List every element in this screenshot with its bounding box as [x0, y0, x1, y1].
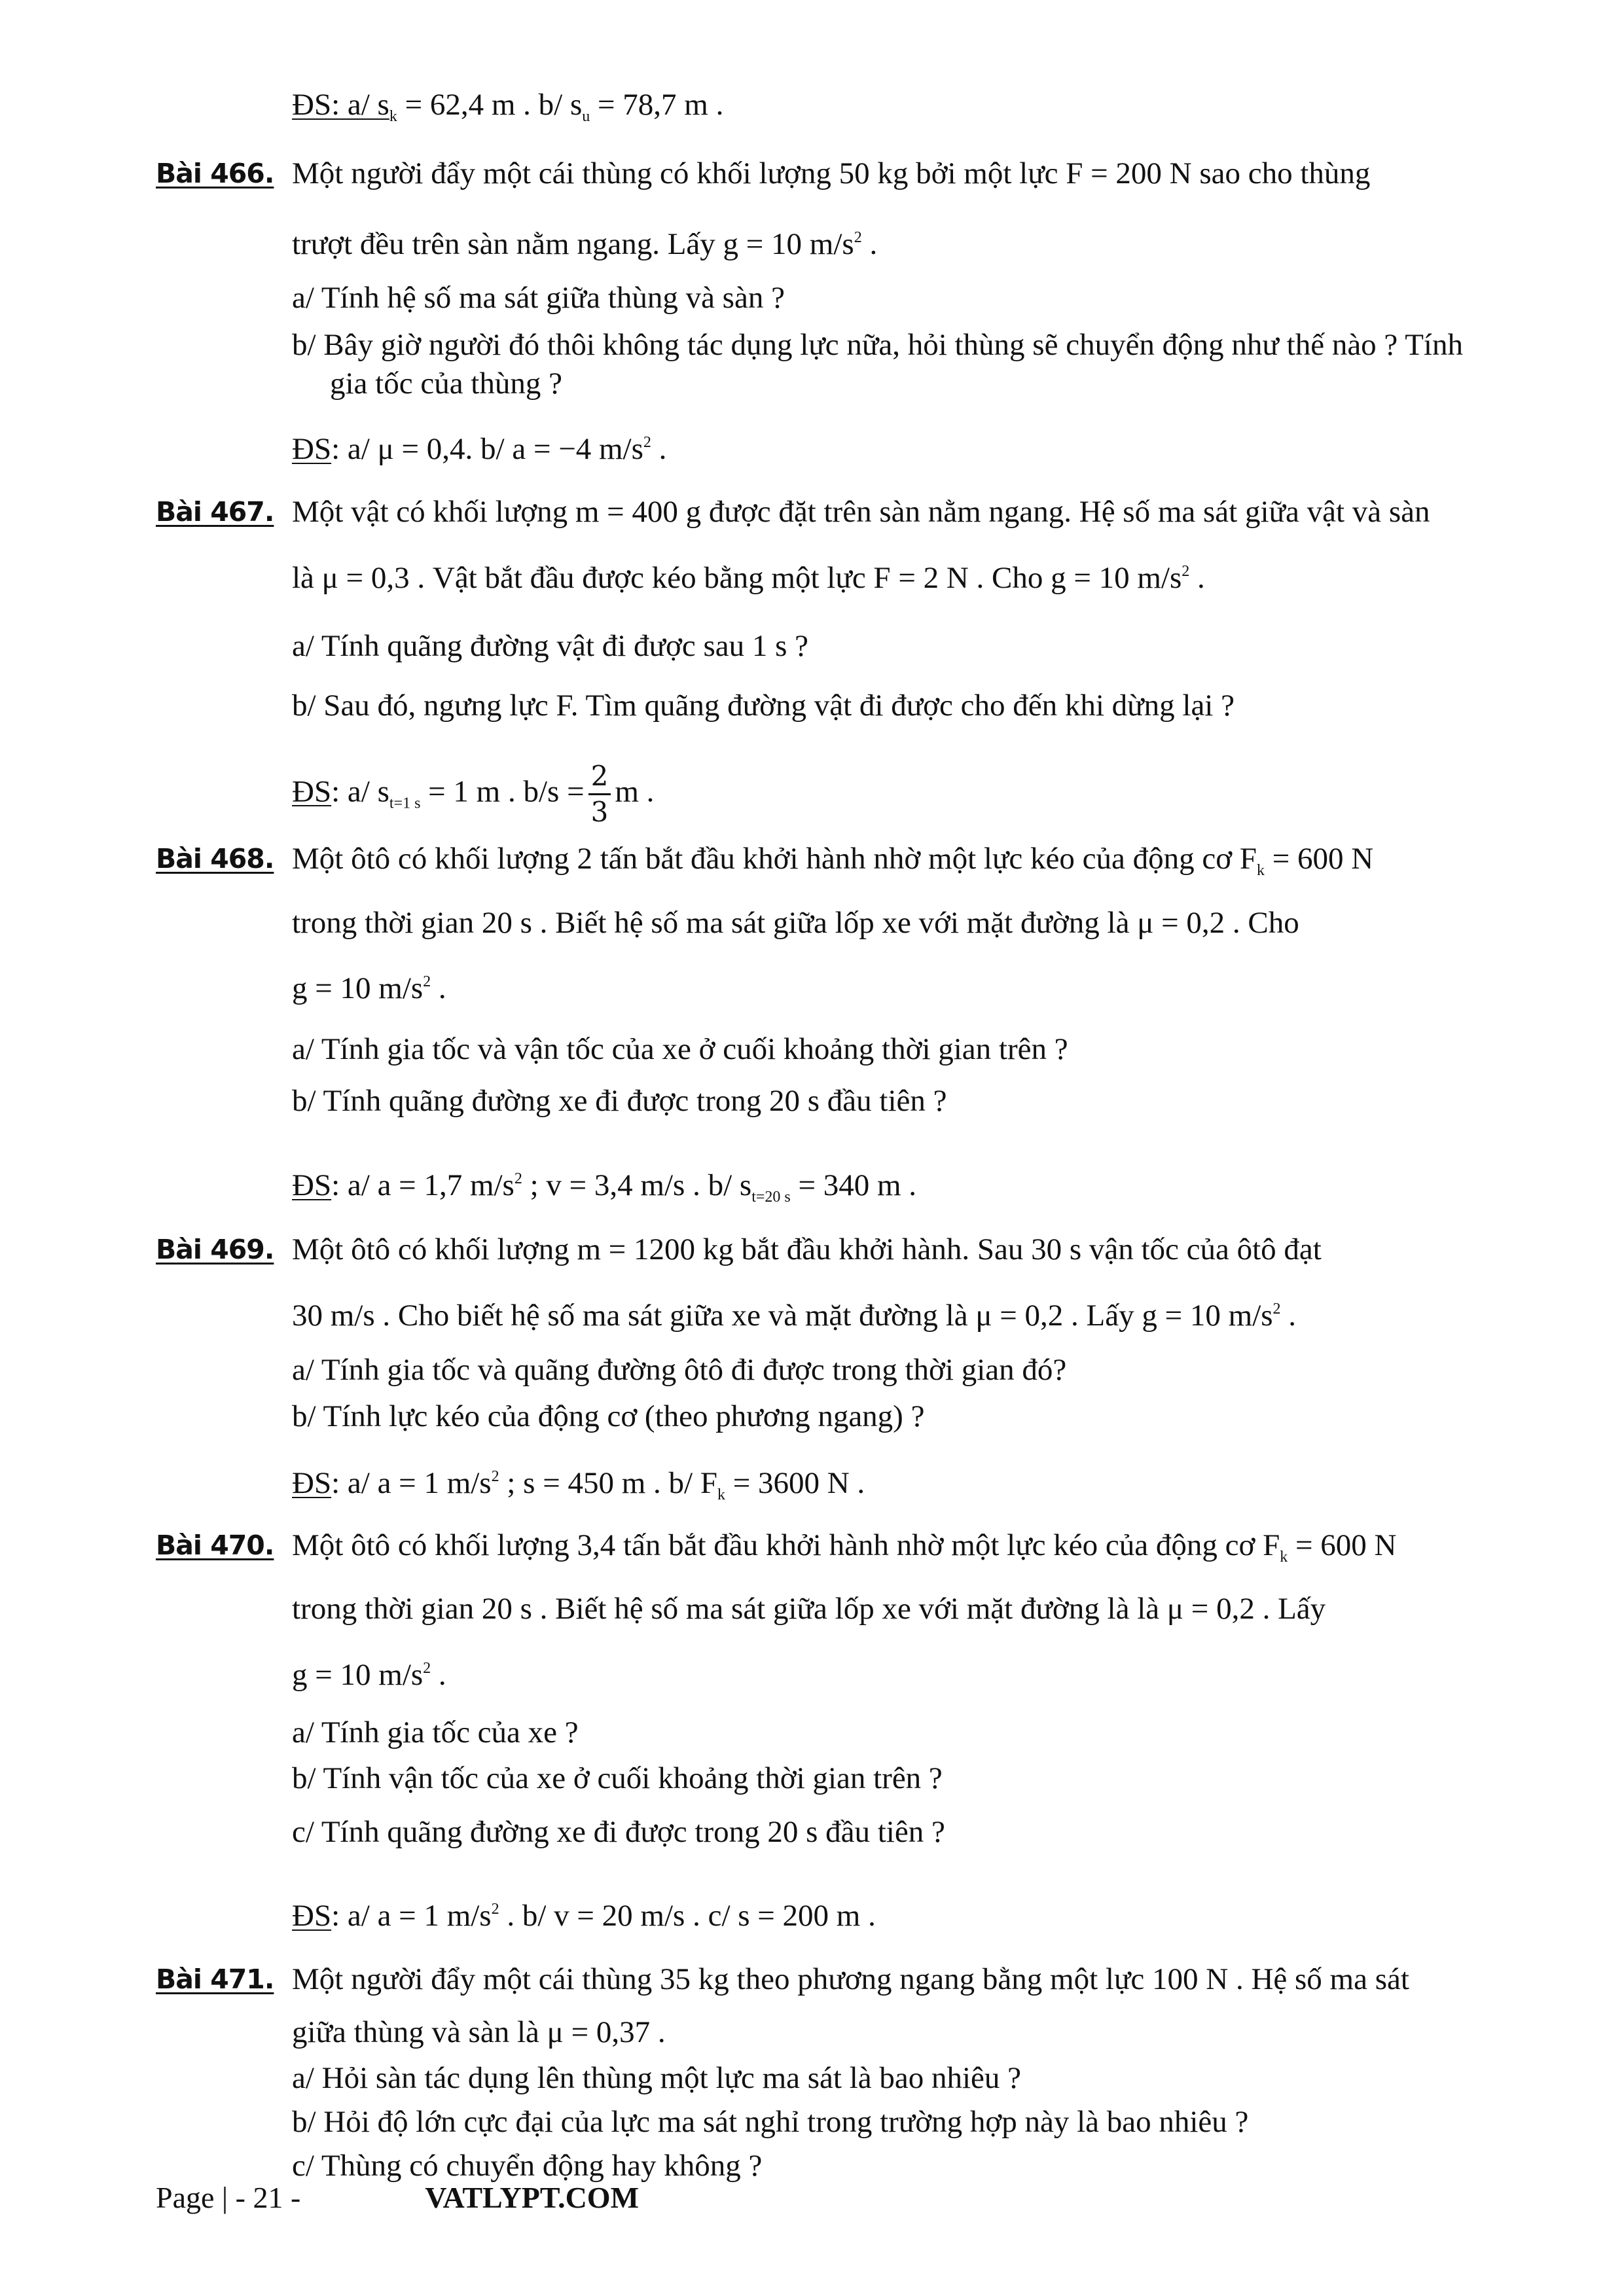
answer-label: ĐS: [292, 1168, 332, 1202]
page-number: Page | - 21 -: [156, 2181, 301, 2214]
answer-text: : a/ a = 1 m/s: [331, 1466, 492, 1500]
superscript: 2: [1272, 1300, 1281, 1318]
superscript: 2: [643, 434, 651, 451]
subscript: k: [389, 108, 397, 125]
problem-467-line-2: [292, 552, 1205, 598]
problem-470-answer: [292, 1890, 876, 1935]
subscript: u: [582, 108, 590, 125]
answer-text: : a/ μ = 0,4. b/ a = −4 m/s: [331, 432, 643, 466]
superscript: 2: [491, 1901, 499, 1918]
text: = 600 N: [1264, 842, 1374, 876]
answer-text: : a/ a = 1,7 m/s: [331, 1168, 514, 1202]
answer-text: = 3600 N .: [725, 1466, 865, 1500]
problem-469-question-a: a/ Tính gia tốc và quãng đường ôtô đi được trong thời gian đó?: [292, 1353, 1067, 1387]
text: .: [1189, 561, 1205, 595]
fraction: [588, 759, 611, 829]
subscript: k: [1280, 1549, 1288, 1566]
subscript: k: [717, 1486, 725, 1503]
answer-text: ; s = 450 m . b/ F: [499, 1466, 717, 1500]
problem-471-title: Bài 471.: [156, 1964, 274, 1995]
problem-467-title: Bài 467.: [156, 496, 274, 528]
problem-469-line-1: Một ôtô có khối lượng m = 1200 kg bắt đầu khởi hành. Sau 30 s vận tốc của ôtô đạt: [292, 1232, 1322, 1266]
superscript: 2: [854, 229, 862, 246]
problem-470-title: Bài 470.: [156, 1530, 274, 1561]
problem-466-title: Bài 466.: [156, 158, 274, 189]
answer-text: = 340 m .: [790, 1168, 917, 1202]
text: .: [431, 1658, 446, 1692]
fraction-numerator: 2: [588, 759, 611, 795]
problem-471-question-b: b/ Hỏi độ lớn cực đại của lực ma sát nghỉ trong trường hợp này là bao nhiêu ?: [292, 2105, 1249, 2139]
answer-line-465: [292, 85, 723, 136]
problem-466-question-b-cont: gia tốc của thùng ?: [330, 367, 562, 401]
text: = 600 N: [1288, 1528, 1397, 1562]
subscript: t=1 s: [389, 795, 421, 812]
problem-471-question-c: c/ Thùng có chuyển động hay không ?: [292, 2149, 763, 2183]
text: là μ = 0,3 . Vật bắt đầu được kéo bằng một lực F = 2 N . Cho g = 10 m/s: [292, 561, 1182, 595]
problem-469-question-b: b/ Tính lực kéo của động cơ (theo phương ngang) ?: [292, 1399, 925, 1433]
problem-471-line-2: giữa thùng và sàn là μ = 0,37 .: [292, 2015, 666, 2049]
text: 30 m/s . Cho biết hệ số ma sát giữa xe và mặt đường là μ = 0,2 . Lấy g = 10 m/s: [292, 1299, 1273, 1333]
subscript: t=20 s: [751, 1189, 791, 1206]
answer-label: ĐS: [292, 1466, 332, 1500]
answer-label: ĐS: [292, 432, 332, 466]
problem-466-question-a: a/ Tính hệ số ma sát giữa thùng và sàn ?: [292, 281, 785, 315]
superscript: 2: [514, 1170, 522, 1187]
problem-466-question-b: b/ Bây giờ người đó thôi không tác dụng lực nữa, hỏi thùng sẽ chuyển động như thế nào ? Tính: [292, 328, 1463, 362]
problem-469-answer: [292, 1457, 865, 1515]
problem-471-line-1: Một người đẩy một cái thùng 35 kg theo phương ngang bằng một lực 100 N . Hệ số ma sát: [292, 1962, 1409, 1996]
superscript: 2: [491, 1468, 499, 1485]
answer-label: ĐS: [292, 1899, 332, 1933]
site-name: VATLYPT.COM: [425, 2181, 640, 2214]
answer-text: : a/ a = 1 m/s: [331, 1899, 492, 1933]
answer-label: ĐS: a/ s: [292, 88, 389, 122]
answer-text: ; v = 3,4 m/s . b/ s: [522, 1168, 752, 1202]
problem-466-answer: [292, 423, 666, 469]
problem-468-question-a: a/ Tính gia tốc và vận tốc của xe ở cuối khoảng thời gian trên ?: [292, 1032, 1068, 1066]
problem-468-title: Bài 468.: [156, 843, 274, 874]
text: .: [1280, 1299, 1297, 1333]
fraction-denominator: 3: [590, 796, 609, 828]
answer-text: = 62,4 m . b/ s: [397, 88, 583, 122]
problem-467-line-1: Một vật có khối lượng m = 400 g được đặt trên sàn nằm ngang. Hệ số ma sát giữa vật và sàn: [292, 495, 1430, 529]
problem-469-title: Bài 469.: [156, 1234, 274, 1265]
superscript: 2: [1182, 563, 1190, 580]
problem-467-question-b: b/ Sau đó, ngưng lực F. Tìm quãng đường vật đi được cho đến khi dừng lại ?: [292, 689, 1235, 723]
superscript: 2: [423, 973, 431, 990]
text: g = 10 m/s: [292, 971, 424, 1005]
answer-text: m .: [615, 774, 655, 809]
answer-text: = 1 m . b/s =: [420, 774, 585, 809]
problem-471-question-a: a/ Hỏi sàn tác dụng lên thùng một lực ma sát là bao nhiêu ?: [292, 2061, 1022, 2095]
answer-text: .: [651, 432, 667, 466]
problem-466-line-1: Một người đẩy một cái thùng có khối lượng 50 kg bởi một lực F = 200 N sao cho thùng: [292, 156, 1371, 190]
text: Một ôtô có khối lượng 2 tấn bắt đầu khởi hành nhờ một lực kéo của động cơ F: [292, 842, 1257, 876]
problem-468-answer: [292, 1159, 916, 1217]
text: g = 10 m/s: [292, 1658, 424, 1692]
problem-467-question-a: a/ Tính quãng đường vật đi được sau 1 s ?: [292, 629, 808, 663]
text: Một ôtô có khối lượng 3,4 tấn bắt đầu khởi hành nhờ một lực kéo của động cơ F: [292, 1528, 1280, 1562]
subscript: k: [1256, 862, 1265, 879]
text: .: [861, 227, 878, 261]
problem-468-question-b: b/ Tính quãng đường xe đi được trong 20 s đầu tiên ?: [292, 1084, 947, 1118]
problem-470-line-2: trong thời gian 20 s . Biết hệ số ma sát giữa lốp xe với mặt đường là là μ = 0,2 . Lấy: [292, 1592, 1326, 1626]
problem-470-question-b: b/ Tính vận tốc của xe ở cuối khoảng thời gian trên ?: [292, 1761, 943, 1795]
answer-label: ĐS: [292, 774, 332, 809]
page-footer: [156, 2178, 639, 2217]
problem-468-line-2: trong thời gian 20 s . Biết hệ số ma sát giữa lốp xe với mặt đường là μ = 0,2 . Cho: [292, 906, 1299, 940]
answer-text: . b/ v = 20 m/s . c/ s = 200 m .: [499, 1899, 876, 1933]
problem-470-line-3: [292, 1649, 446, 1695]
problem-470-question-c: c/ Tính quãng đường xe đi được trong 20 s đầu tiên ?: [292, 1815, 945, 1849]
text: .: [431, 971, 446, 1005]
answer-text: : a/ s: [331, 774, 389, 809]
problem-470-question-a: a/ Tính gia tốc của xe ?: [292, 1715, 579, 1749]
text: trượt đều trên sàn nằm ngang. Lấy g = 10 m/s: [292, 227, 854, 261]
problem-468-line-1: [292, 839, 1373, 890]
problem-467-answer: [292, 759, 654, 829]
problem-466-line-2: [292, 218, 877, 264]
problem-468-line-3: [292, 962, 446, 1008]
superscript: 2: [423, 1660, 431, 1677]
answer-text: = 78,7 m .: [590, 88, 724, 122]
problem-469-line-2: [292, 1289, 1296, 1335]
problem-470-line-1: [292, 1526, 1396, 1577]
